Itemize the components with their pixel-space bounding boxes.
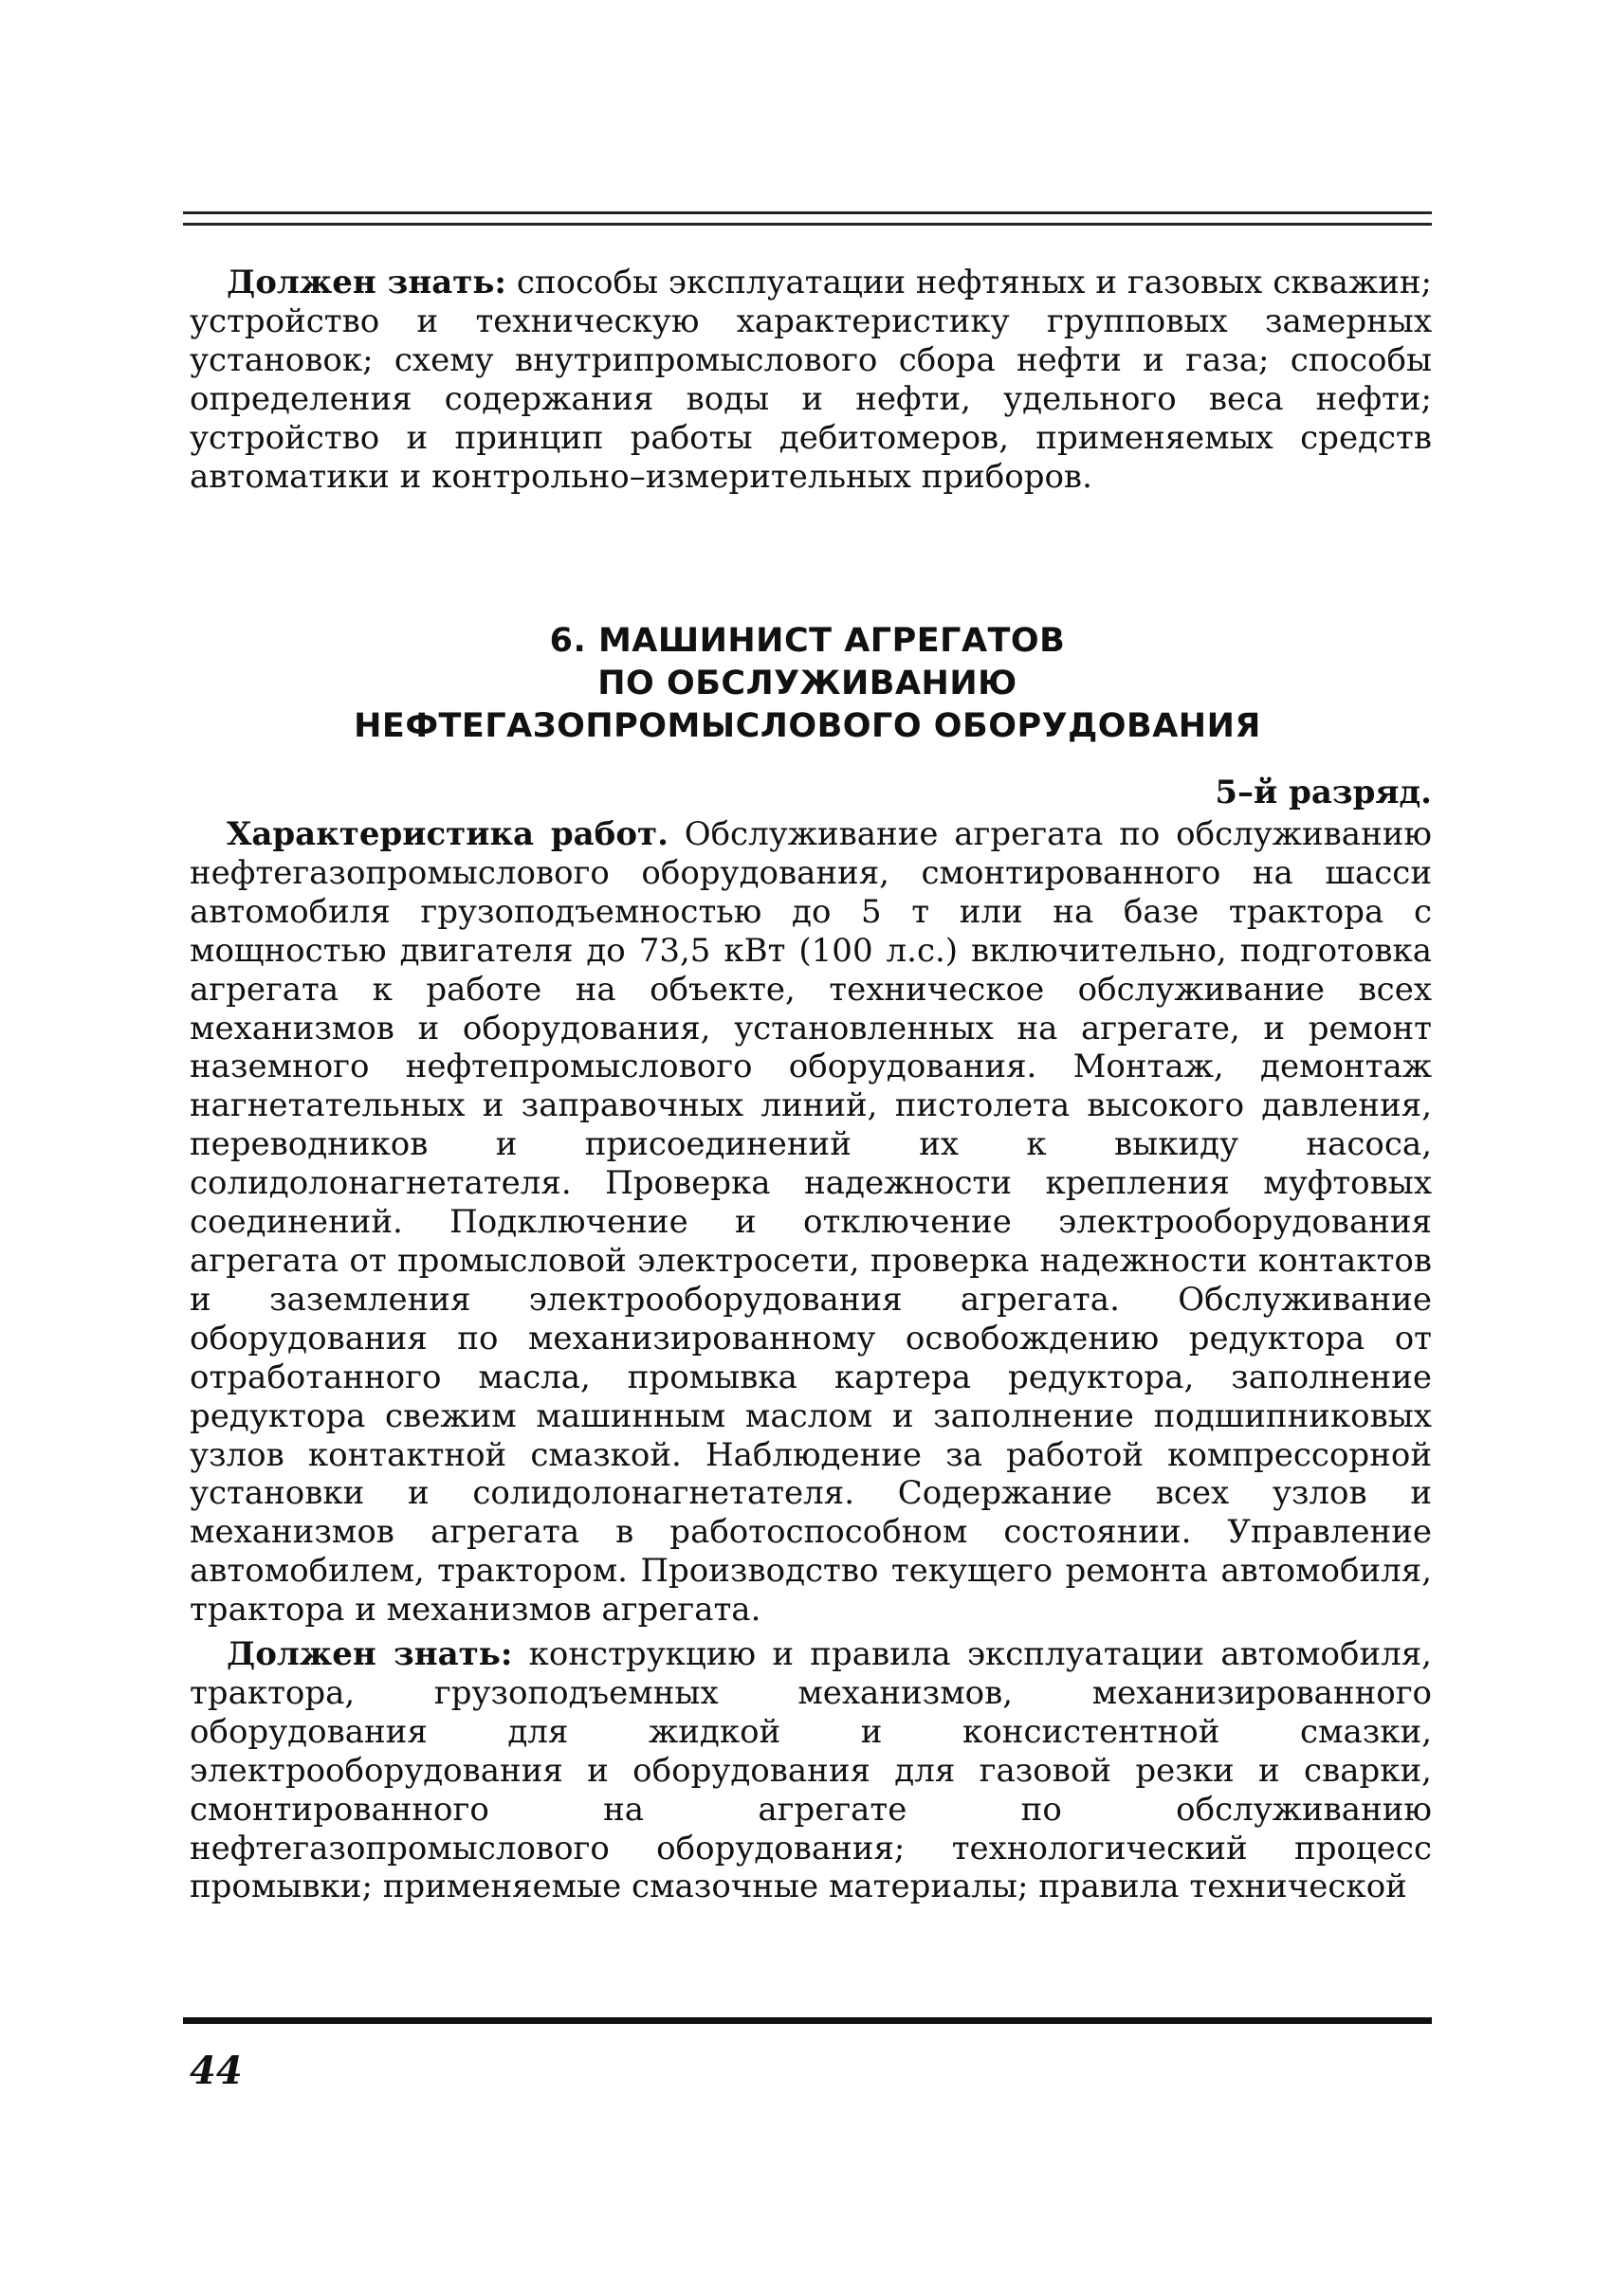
work-characteristics-label: Характеристика работ. [227, 815, 669, 853]
bottom-rule [183, 2017, 1432, 2024]
section-body [190, 815, 1432, 1906]
must-know-label: Должен знать: [227, 264, 506, 301]
work-characteristics-paragraph [190, 815, 1432, 1630]
must-know-text-2: конструкцию и правила эксплуатации автомобиля, трактора, грузоподъемных механизмов, механизированного оборудования для жидкой и консистентной смазки, электрооборудования и оборудования для газовой резки и сварки, смонтированного на агрегате по обслуживанию нефтегазопромыслового оборудования; технологический процесс промывки; применяемые смазочные материалы; правила технической [190, 1635, 1432, 1906]
heading-line-1: 6. МАШИНИСТ АГРЕГАТОВ [549, 622, 1066, 660]
previous-section-continuation [190, 264, 1432, 496]
must-know-paragraph [190, 264, 1432, 496]
heading-line-3: НЕФТЕГАЗОПРОМЫСЛОВОГО ОБОРУДОВАНИЯ [354, 707, 1261, 745]
must-know-label-2: Должен знать: [227, 1635, 513, 1674]
grade-label: 5–й разряд. [1215, 774, 1432, 811]
work-characteristics-text: Обслуживание агрегата по обслуживанию нефтегазопромыслового оборудования, смонтированного на шасси автомобиля грузоподъемностью до 5 т или на базе трактора с мощностью двигателя до 73,5 кВт (100 л.с.) включительно, подготовка агрегата к работе на объекте, техническое обслуживание всех механизмов и оборудования, установленных на агрегате, и ремонт наземного нефтепромыслового оборудования. Монтаж, демонтаж нагнетательных и заправочных линий, пистолета высокого давления, переводников и присоединений их к выкиду насоса, солидолонагнетателя. Проверка надежности крепления муфтовых соединений. Подключение и отключение электрооборудования агрегата от промысловой электросети, проверка надежности контактов и заземления электрооборудования агрегата. Обслуживание оборудования по механизированному освобождению редуктора от отработанного масла, промывка картера редуктора, заполнение редуктора свежим машинным маслом и заполнение подшипниковых узлов контактной смазкой. Наблюдение за работой компрессорной установки и солидолонагнетателя. Содержание всех узлов и механизмов агрегата в работоспособном состоянии. Управление автомобилем, трактором. Производство текущего ремонта автомобиля, трактора и механизмов агрегата. [190, 815, 1432, 1630]
page-number: 44 [190, 2049, 243, 2093]
top-double-rule [183, 211, 1432, 226]
heading-line-2: ПО ОБСЛУЖИВАНИЮ [597, 665, 1017, 702]
section-heading [183, 620, 1432, 748]
must-know-text: способы эксплуатации нефтяных и газовых скважин; устройство и техническую характеристику групповых замерных установок; схему внутрипромыслового сбора нефти и газа; способы определения содержания воды и нефти, удельного веса нефти; устройство и принцип работы дебитомеров, применяемых средств автоматики и контрольно–измерительных приборов. [190, 264, 1432, 496]
must-know-paragraph-2 [190, 1635, 1432, 1906]
